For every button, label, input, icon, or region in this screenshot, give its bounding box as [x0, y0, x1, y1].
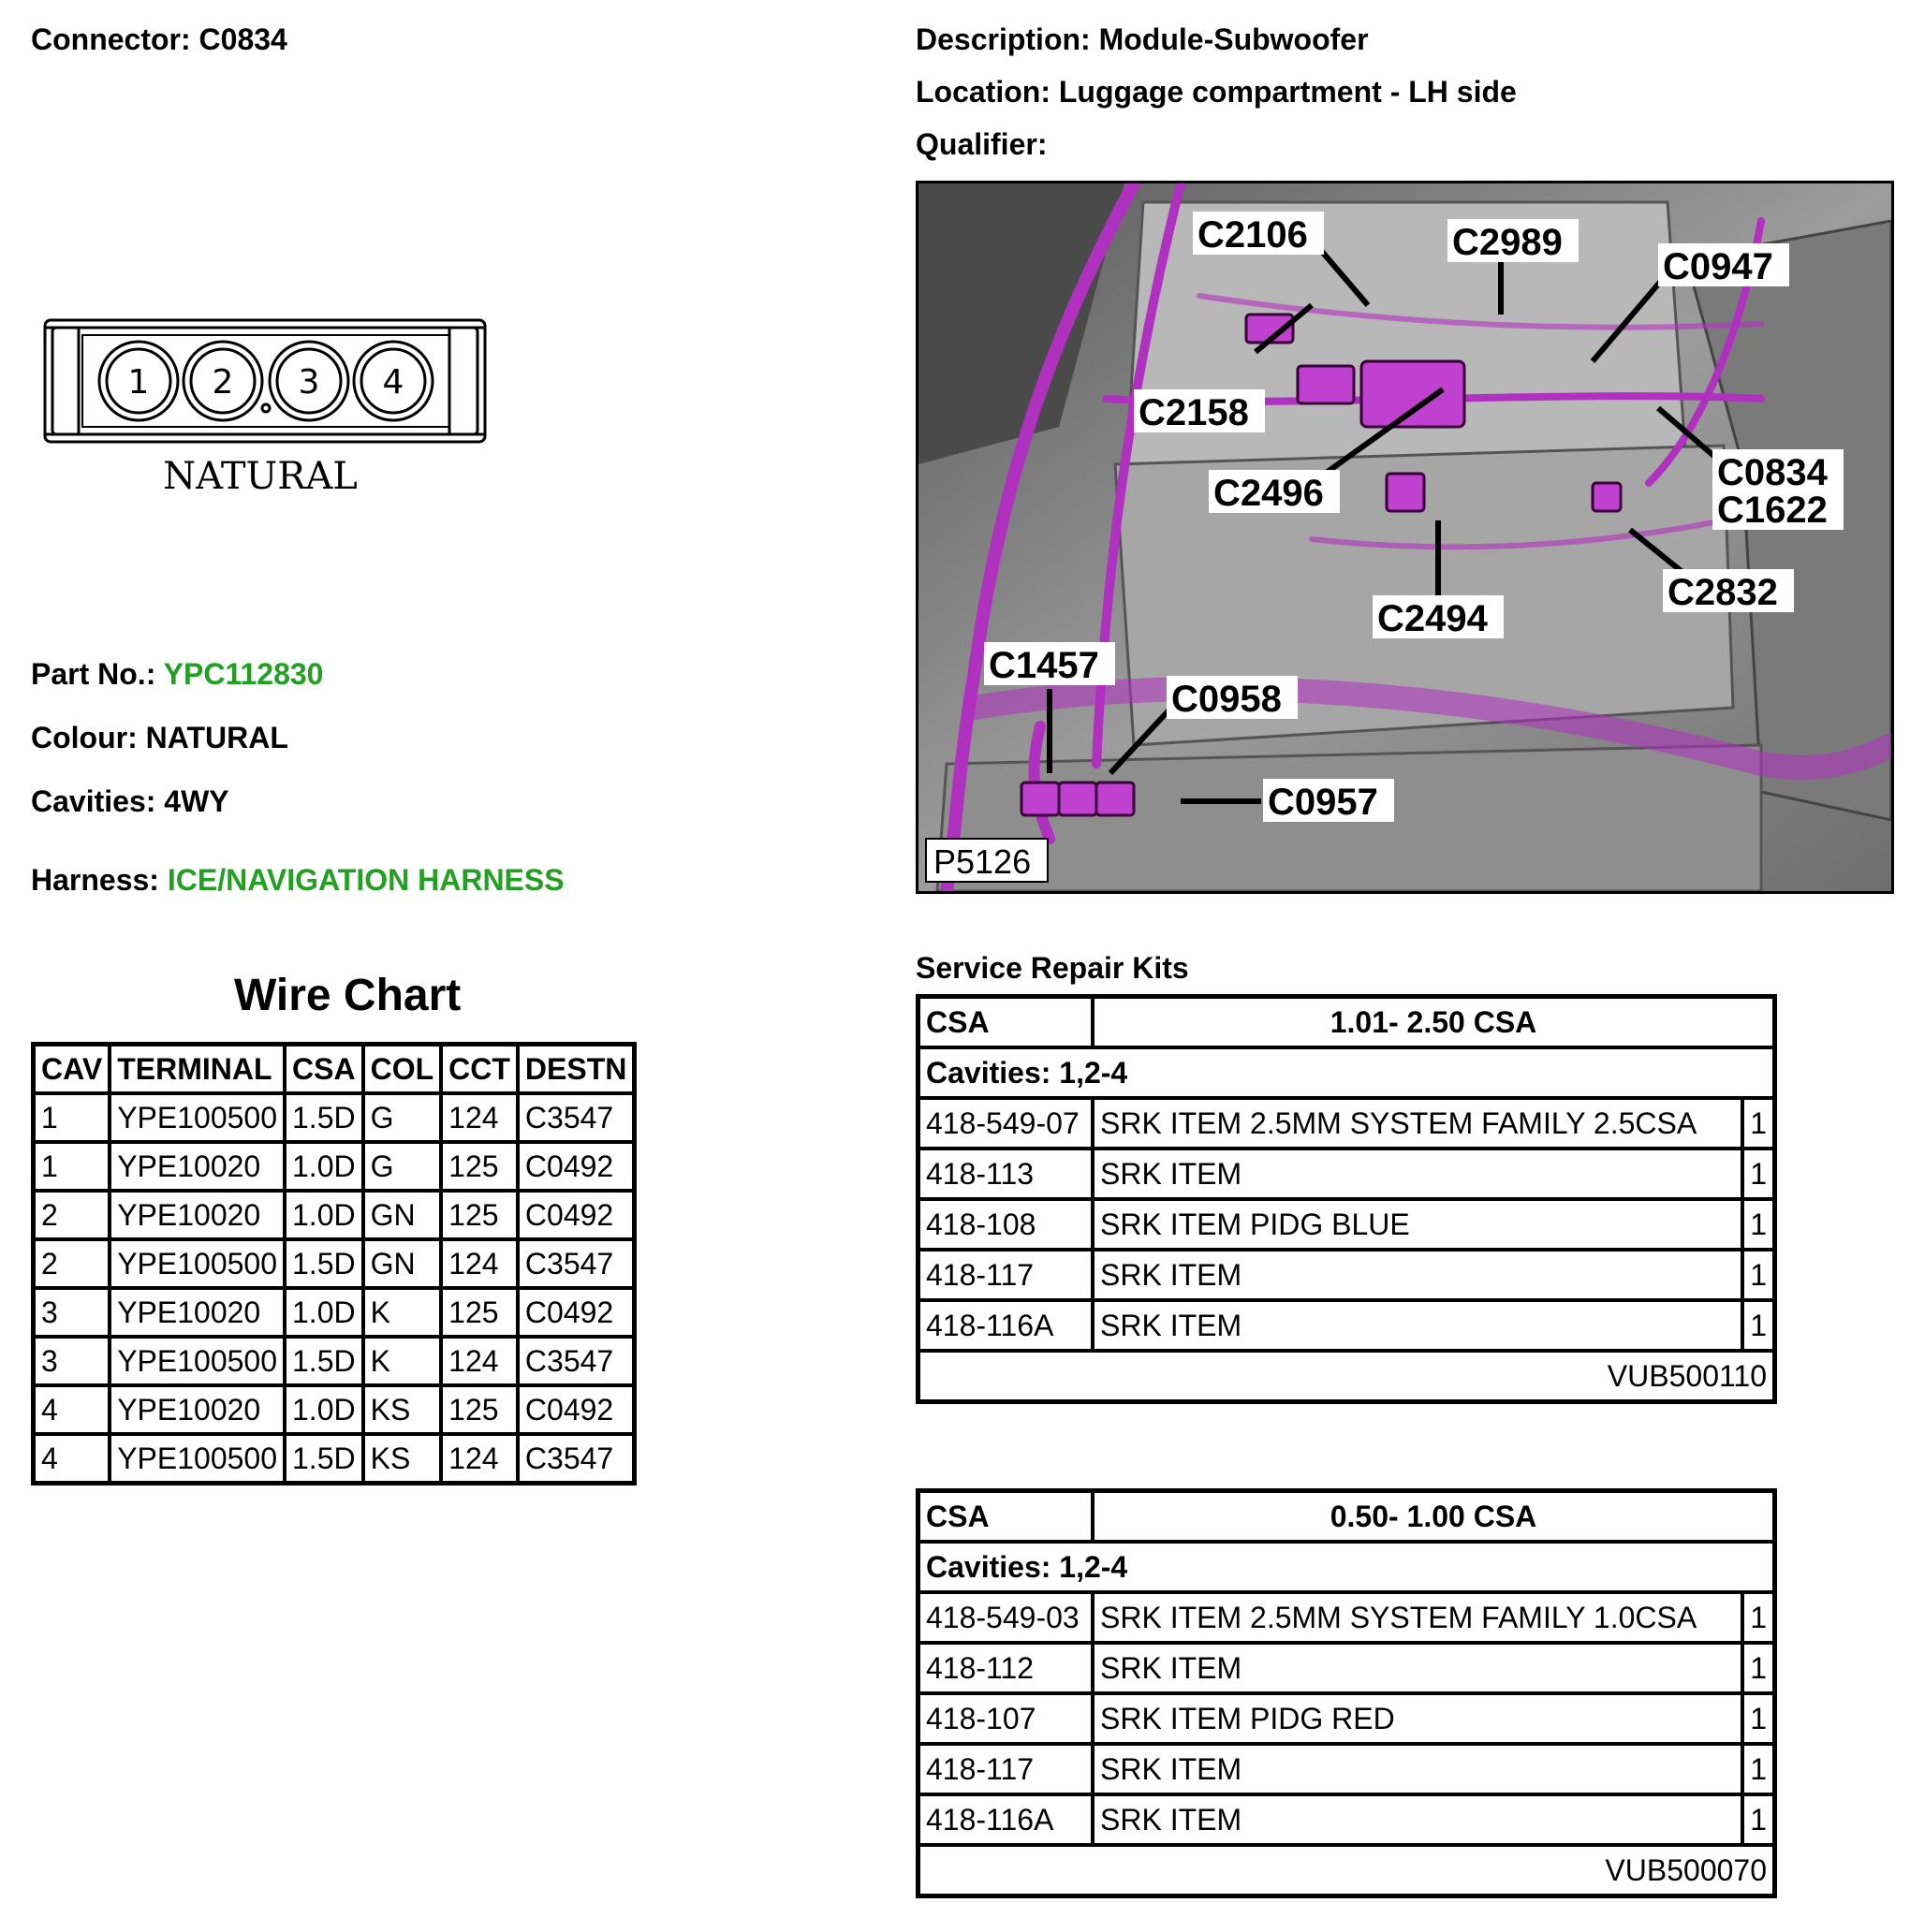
connector-colour-caption: NATURAL — [163, 455, 358, 498]
location-photo — [916, 181, 1894, 894]
part-number-label: Part No.: — [31, 657, 156, 691]
srk-item-part: 418-107 — [918, 1693, 1094, 1744]
srk-table-1 — [916, 994, 1777, 1404]
photo-connector-c2832 — [1593, 483, 1621, 511]
part-number-link[interactable]: YPC112830 — [163, 657, 324, 691]
srk1-cavities-row — [918, 1047, 1775, 1098]
wire-cell-cav: 1 — [34, 1093, 110, 1142]
srk1-csa-range: 1.01- 2.50 CSA — [1093, 997, 1775, 1048]
wire-cell-destn: C0492 — [518, 1385, 635, 1434]
wire-cell-csa: 1.0D — [285, 1385, 363, 1434]
wire-cell-col: G — [363, 1142, 442, 1191]
wire-cell-cct: 124 — [441, 1337, 518, 1385]
srk1-kit-row — [918, 1351, 1775, 1402]
wire-row — [34, 1288, 635, 1337]
wire-cell-destn: C3547 — [518, 1337, 635, 1385]
pin-label-1: 1 — [127, 363, 150, 402]
srk-title: Service Repair Kits — [916, 951, 1189, 985]
photo-connector-c0957 — [1096, 783, 1134, 815]
wire-row — [34, 1239, 635, 1288]
description-label: Description: — [916, 22, 1091, 56]
location-label: Location: — [916, 75, 1050, 109]
wire-cell-destn: C0492 — [518, 1191, 635, 1239]
connector-value: C0834 — [198, 22, 287, 56]
srk-item-row — [918, 1199, 1775, 1250]
wire-row — [34, 1142, 635, 1191]
srk-item-description: SRK ITEM — [1093, 1794, 1742, 1845]
wire-cell-destn: C3547 — [518, 1434, 635, 1484]
callout-c2158: C2158 — [1139, 392, 1249, 433]
wire-cell-cct: 124 — [441, 1434, 518, 1484]
colour-value: NATURAL — [145, 721, 288, 754]
wire-cell-terminal: YPE10020 — [110, 1385, 285, 1434]
srk-item-row — [918, 1693, 1775, 1744]
location-photo-drawing — [918, 183, 1891, 891]
part-number-line — [31, 657, 323, 692]
wire-cell-csa: 1.0D — [285, 1191, 363, 1239]
srk2-cavities-row — [918, 1542, 1775, 1592]
srk-item-part: 418-117 — [918, 1250, 1094, 1300]
description-line — [916, 22, 1369, 57]
srk1-items — [918, 1098, 1775, 1351]
wire-chart-title: Wire Chart — [234, 971, 462, 1020]
srk1-csa-row — [918, 997, 1775, 1048]
polarisation-dot — [262, 404, 270, 412]
srk-item-part: 418-117 — [918, 1744, 1094, 1794]
col-csa-header: CSA — [285, 1045, 363, 1094]
srk-item-row — [918, 1250, 1775, 1300]
pin-label-2: 2 — [212, 363, 234, 402]
srk-item-qty: 1 — [1742, 1149, 1774, 1199]
srk-item-part: 418-116A — [918, 1300, 1094, 1351]
srk-item-row — [918, 1744, 1775, 1794]
wire-cell-terminal: YPE10020 — [110, 1288, 285, 1337]
srk-item-qty: 1 — [1742, 1693, 1774, 1744]
wire-cell-csa: 1.0D — [285, 1288, 363, 1337]
col-cct-header: CCT — [441, 1045, 518, 1094]
wire-cell-cct: 124 — [441, 1093, 518, 1142]
cavities-label: Cavities: — [31, 784, 156, 818]
wire-cell-destn: C0492 — [518, 1142, 635, 1191]
photo-connector-c2494 — [1387, 474, 1424, 511]
srk-item-row — [918, 1643, 1775, 1693]
wire-cell-csa: 1.5D — [285, 1434, 363, 1484]
srk-item-description: SRK ITEM — [1093, 1744, 1742, 1794]
callout-c1457: C1457 — [989, 645, 1099, 686]
wire-cell-cav: 1 — [34, 1142, 110, 1191]
wire-row — [34, 1385, 635, 1434]
wire-cell-cct: 125 — [441, 1142, 518, 1191]
srk-item-part: 418-549-07 — [918, 1098, 1094, 1149]
connector-label: Connector: — [31, 22, 191, 56]
wire-cell-cav: 2 — [34, 1191, 110, 1239]
connector-inner-outline — [52, 328, 478, 434]
srk2-csa-range: 0.50- 1.00 CSA — [1093, 1491, 1775, 1543]
srk-item-qty: 1 — [1742, 1300, 1774, 1351]
srk-item-qty: 1 — [1742, 1744, 1774, 1794]
srk1-kit-number: VUB500110 — [918, 1351, 1775, 1402]
callout-c1622: C1622 — [1717, 490, 1828, 531]
harness-line — [31, 863, 565, 898]
connector-left-latch — [45, 328, 79, 434]
wire-cell-destn: C0492 — [518, 1288, 635, 1337]
cavities-line — [31, 784, 229, 819]
wire-cell-csa: 1.0D — [285, 1142, 363, 1191]
wire-cell-col: K — [363, 1288, 442, 1337]
srk2-kit-row — [918, 1845, 1775, 1896]
photo-connector-c2496 — [1298, 366, 1354, 403]
srk1-csa-label: CSA — [918, 997, 1094, 1048]
srk2-items — [918, 1592, 1775, 1845]
col-col-header: COL — [363, 1045, 442, 1094]
wire-cell-destn: C3547 — [518, 1239, 635, 1288]
srk-item-part: 418-112 — [918, 1643, 1094, 1693]
srk-item-description: SRK ITEM — [1093, 1643, 1742, 1693]
wire-chart-body — [34, 1093, 635, 1484]
wire-cell-cct: 125 — [441, 1385, 518, 1434]
location-line — [916, 75, 1517, 110]
wire-chart-header-row — [34, 1045, 635, 1094]
callout-c2989: C2989 — [1452, 222, 1563, 263]
callout-c2832: C2832 — [1668, 572, 1778, 613]
srk-item-qty: 1 — [1742, 1199, 1774, 1250]
callout-c0957: C0957 — [1268, 782, 1378, 823]
callout-c0958: C0958 — [1171, 679, 1282, 720]
pin-label-3: 3 — [298, 363, 320, 402]
wire-cell-terminal: YPE100500 — [110, 1337, 285, 1385]
wire-cell-col: KS — [363, 1385, 442, 1434]
srk-item-part: 418-113 — [918, 1149, 1094, 1199]
srk-item-row — [918, 1300, 1775, 1351]
wire-cell-destn: C3547 — [518, 1093, 635, 1142]
wire-row — [34, 1093, 635, 1142]
wire-cell-cct: 125 — [441, 1191, 518, 1239]
srk-item-qty: 1 — [1742, 1250, 1774, 1300]
srk-item-description: SRK ITEM PIDG RED — [1093, 1693, 1742, 1744]
srk1-cavities: Cavities: 1,2-4 — [918, 1047, 1775, 1098]
wire-cell-col: GN — [363, 1191, 442, 1239]
wire-cell-csa: 1.5D — [285, 1337, 363, 1385]
srk2-kit-number: VUB500070 — [918, 1845, 1775, 1896]
srk2-csa-label: CSA — [918, 1491, 1094, 1543]
harness-label: Harness: — [31, 863, 159, 897]
srk-item-part: 418-116A — [918, 1794, 1094, 1845]
wire-cell-cav: 2 — [34, 1239, 110, 1288]
srk-item-description: SRK ITEM 2.5MM SYSTEM FAMILY 2.5CSA — [1093, 1098, 1742, 1149]
wire-cell-csa: 1.5D — [285, 1239, 363, 1288]
wire-row — [34, 1337, 635, 1385]
photo-id: P5126 — [933, 842, 1032, 881]
srk-item-part: 418-108 — [918, 1199, 1094, 1250]
connector-face-diagram — [37, 309, 496, 505]
col-terminal-header: TERMINAL — [110, 1045, 285, 1094]
srk-item-description: SRK ITEM PIDG BLUE — [1093, 1199, 1742, 1250]
connector-outline — [45, 320, 485, 442]
harness-link[interactable]: ICE/NAVIGATION HARNESS — [167, 863, 565, 897]
wire-row — [34, 1191, 635, 1239]
srk-item-row — [918, 1149, 1775, 1199]
callout-c0947: C0947 — [1663, 246, 1773, 287]
cavities-value: 4WY — [164, 784, 229, 818]
wire-cell-cct: 124 — [441, 1239, 518, 1288]
srk-item-qty: 1 — [1742, 1643, 1774, 1693]
col-cav-header: CAV — [34, 1045, 110, 1094]
callout-c2106: C2106 — [1197, 214, 1308, 256]
srk-item-description: SRK ITEM — [1093, 1300, 1742, 1351]
srk-item-row — [918, 1592, 1775, 1643]
location-value: Luggage compartment - LH side — [1058, 75, 1517, 109]
wire-cell-col: KS — [363, 1434, 442, 1484]
srk-item-row — [918, 1794, 1775, 1845]
srk2-csa-row — [918, 1491, 1775, 1543]
wire-cell-cav: 4 — [34, 1385, 110, 1434]
callout-c2494: C2494 — [1377, 598, 1488, 639]
wire-cell-col: K — [363, 1337, 442, 1385]
srk-item-description: SRK ITEM 2.5MM SYSTEM FAMILY 1.0CSA — [1093, 1592, 1742, 1643]
callout-c2496: C2496 — [1213, 473, 1324, 514]
wire-cell-cav: 4 — [34, 1434, 110, 1484]
srk-item-description: SRK ITEM — [1093, 1149, 1742, 1199]
callout-c0834: C0834 — [1717, 452, 1828, 493]
wire-cell-cav: 3 — [34, 1337, 110, 1385]
colour-label: Colour: — [31, 721, 138, 754]
srk2-cavities: Cavities: 1,2-4 — [918, 1542, 1775, 1592]
wire-cell-terminal: YPE100500 — [110, 1434, 285, 1484]
srk-item-part: 418-549-03 — [918, 1592, 1094, 1643]
wire-cell-csa: 1.5D — [285, 1093, 363, 1142]
srk-table-2 — [916, 1488, 1777, 1898]
photo-connector-c0958 — [1059, 783, 1096, 815]
wire-cell-cct: 125 — [441, 1288, 518, 1337]
wire-cell-cav: 3 — [34, 1288, 110, 1337]
qualifier-label: Qualifier: — [916, 127, 1048, 161]
qualifier-line — [916, 127, 1047, 162]
wire-cell-terminal: YPE10020 — [110, 1142, 285, 1191]
photo-connector-c0834 — [1361, 361, 1464, 427]
srk-item-qty: 1 — [1742, 1794, 1774, 1845]
col-destn-header: DESTN — [518, 1045, 635, 1094]
wire-cell-col: G — [363, 1093, 442, 1142]
srk-item-row — [918, 1098, 1775, 1149]
srk-item-qty: 1 — [1742, 1098, 1774, 1149]
wire-cell-terminal: YPE100500 — [110, 1239, 285, 1288]
photo-connector-c1457 — [1021, 783, 1059, 815]
connector-right-latch — [449, 328, 485, 434]
wire-cell-col: GN — [363, 1239, 442, 1288]
connector-heading — [31, 22, 287, 57]
srk-item-qty: 1 — [1742, 1592, 1774, 1643]
description-value: Module-Subwoofer — [1098, 22, 1369, 56]
wire-cell-terminal: YPE100500 — [110, 1093, 285, 1142]
wire-cell-terminal: YPE10020 — [110, 1191, 285, 1239]
colour-line — [31, 721, 288, 755]
wire-row — [34, 1434, 635, 1484]
srk-item-description: SRK ITEM — [1093, 1250, 1742, 1300]
wire-chart-table — [31, 1042, 637, 1486]
pin-label-4: 4 — [382, 363, 404, 402]
